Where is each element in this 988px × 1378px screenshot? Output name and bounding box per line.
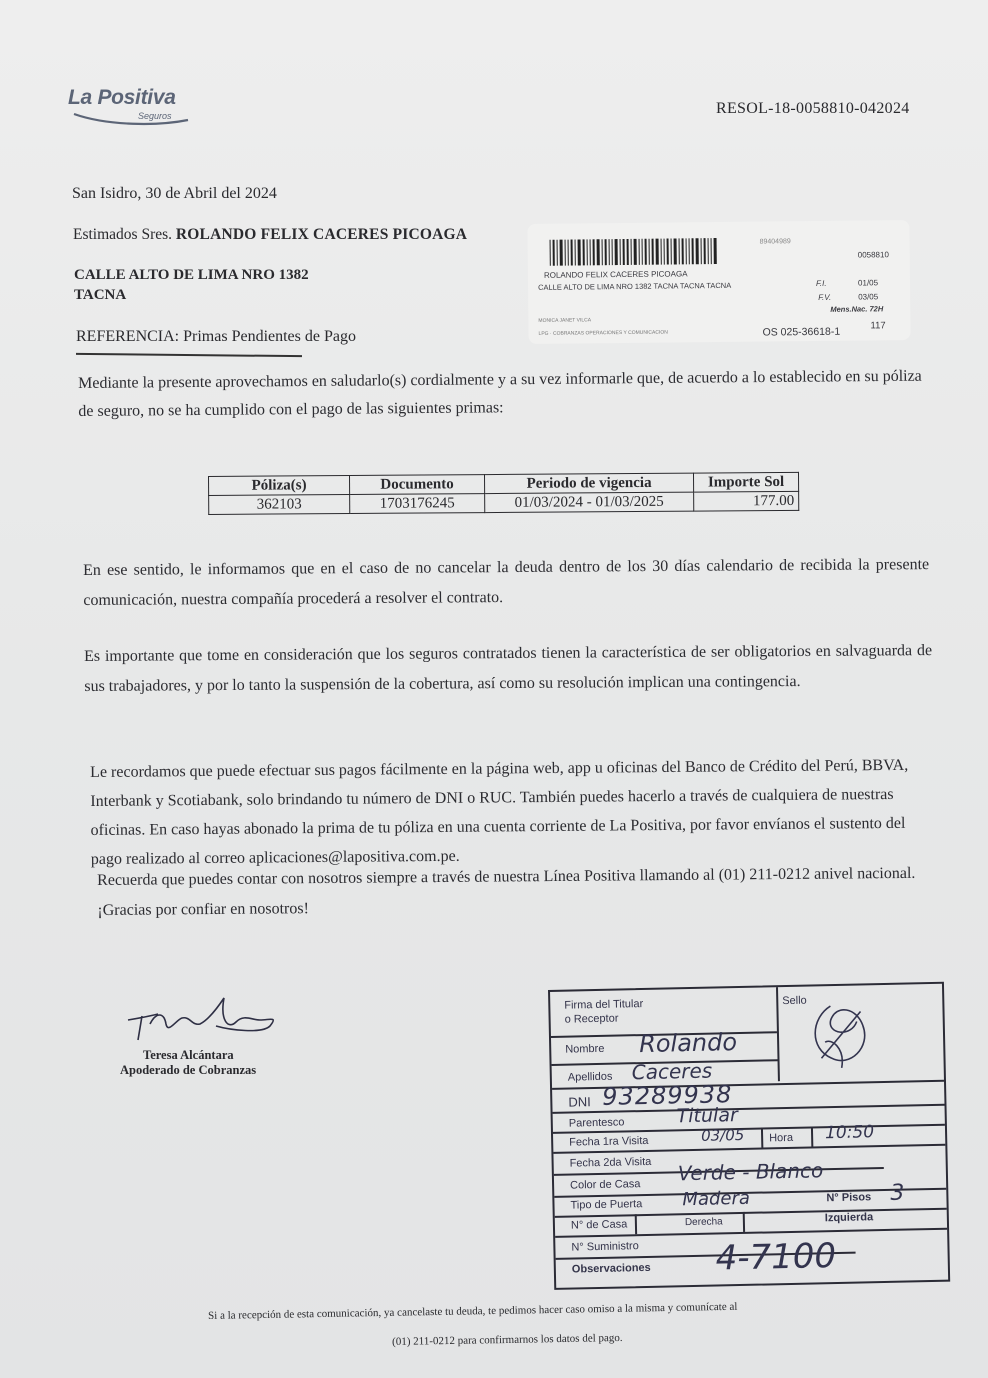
greeting-prefix: Estimados Sres. (73, 226, 173, 243)
label-mens: Mens.Nac. 72H (830, 304, 884, 314)
barcode-bar (578, 239, 581, 265)
barcode-bar (642, 239, 643, 265)
greeting (73, 226, 467, 244)
label-fv-value: 03/05 (858, 292, 879, 302)
barcode-bar (612, 239, 613, 265)
barcode-icon (550, 238, 719, 266)
barcode-bar (634, 239, 637, 265)
barcode-bar (597, 239, 600, 265)
barcode-bar (645, 239, 647, 265)
form-derecha-label: Derecha (684, 1216, 723, 1229)
table-row (209, 491, 799, 514)
form-suministro-label: N° Suministro (571, 1240, 639, 1254)
barcode-bar (620, 239, 621, 265)
form-color-value: Verde - Blanco (677, 1158, 824, 1186)
form-apellidos-label: Apellidos (567, 1070, 613, 1084)
label-small-1: MONICA JANET VILCA (538, 317, 592, 324)
header-importe: Importe Sol (693, 472, 798, 492)
header-periodo: Periodo de vigencia (484, 473, 693, 493)
cell-poliza: 362103 (209, 495, 350, 515)
form-divider (635, 1214, 637, 1234)
form-puerta-label: Tipo de Puerta (570, 1198, 643, 1212)
label-address: CALLE ALTO DE LIMA NRO 1382 TACNA TACNA TACNA (537, 280, 732, 292)
barcode-bar (593, 239, 595, 265)
form-divider (743, 1212, 745, 1232)
barcode-bar (565, 240, 566, 266)
cell-importe: 177.00 (694, 491, 799, 511)
label-fv: F.V. (818, 292, 832, 302)
footer-line-2: (01) 211-0212 para confirmarnos los datos del pago. (392, 1331, 623, 1348)
barcode-bar (605, 239, 607, 265)
form-nombre-label: Nombre (565, 1042, 605, 1056)
barcode-bar (704, 238, 706, 264)
form-hora-label: Hora (769, 1131, 794, 1145)
barcode-bar (701, 238, 702, 264)
form-obs-value: 4-7100 (715, 1236, 837, 1279)
address-line-2: TACNA (74, 287, 127, 303)
barcode-bar (553, 240, 555, 266)
paragraph-importance: Es importante que tome en consideración que los seguros contratados tienen la característica de ser obligatorios en salvaguarda de sus trabajadores, y por lo tanto la suspensión de la cobertura, así como su resolución implican una contingencia. (84, 642, 933, 695)
footer-line-1: Si a la recepción de esta comunicación, ya cancelaste tu deuda, te pedimos hacer caso omiso a la misma y comunícate al (208, 1300, 738, 1322)
label-num: 117 (870, 320, 886, 332)
label-os: OS 025-36618-1 (762, 325, 841, 339)
barcode-bar (615, 239, 618, 265)
form-apellidos-value: Caceres (631, 1058, 713, 1085)
barcode-bar (679, 238, 680, 264)
barcode-bar (602, 239, 603, 265)
form-obs-label: Observaciones (571, 1261, 651, 1276)
signature-icon (120, 990, 290, 1048)
label-fi: F.I. (815, 278, 827, 288)
barcode-bar (686, 238, 687, 264)
barcode-bar (568, 240, 569, 266)
reference-line: REFERENCIA: Primas Pendientes de Pago (76, 328, 356, 345)
barcode-bar (667, 239, 669, 265)
barcode-bar (664, 239, 665, 265)
barcode-bar (575, 239, 576, 265)
barcode-bar (550, 240, 551, 266)
header-documento: Documento (350, 475, 485, 495)
form-divider (776, 987, 780, 1081)
barcode-number: 89404989 (759, 238, 791, 246)
barcode-bar (571, 240, 573, 266)
form-visita2-label: Fecha 2da Visita (569, 1155, 652, 1170)
label-id: 0058810 (857, 250, 889, 260)
form-pisos-label: N° Pisos (826, 1191, 872, 1205)
barcode-bar (652, 239, 654, 265)
paragraph-contact: Recuerda que puedes contar con nosotros siempre a través de nuestra Línea Positiva llamando al (01) 211-0212 anivel nacional. ¡Gracias por confiar en nosotros! (97, 864, 916, 919)
barcode-bar (682, 238, 684, 264)
form-casa-label: N° de Casa (570, 1218, 628, 1232)
barcode-bar (696, 238, 699, 264)
form-divider (761, 1128, 763, 1148)
barcode-bar (671, 238, 672, 264)
logo-sub: Seguros (138, 111, 172, 121)
form-puerta-value: Madera (682, 1187, 751, 1211)
form-receptor-label: o Receptor (564, 1012, 619, 1026)
barcode-bar (560, 240, 563, 266)
signer-role: Apoderado de Cobranzas (120, 1063, 257, 1077)
barcode-bar (623, 239, 625, 265)
form-divider (811, 1126, 813, 1146)
label-name: ROLANDO FELIX CACERES PICOAGA (543, 269, 688, 280)
form-parentesco-label: Parentesco (568, 1116, 625, 1130)
barcode-bar (587, 239, 588, 265)
form-visita1-label: Fecha 1ra Visita (569, 1134, 649, 1149)
barcode-bar (639, 239, 640, 265)
barcode-bar (714, 238, 717, 264)
cell-periodo: 01/03/2024 - 01/03/2025 (485, 492, 694, 512)
form-hora-value: 10:50 (824, 1122, 875, 1144)
barcode-bar (649, 239, 650, 265)
premiums-table (208, 472, 799, 515)
address-line-1: CALLE ALTO DE LIMA NRO 1382 (74, 267, 309, 283)
form-dni-value: 93289938 (601, 1080, 733, 1111)
form-color-label: Color de Casa (569, 1178, 641, 1192)
form-sello-label: Sello (782, 994, 807, 1008)
letter-date: San Isidro, 30 de Abril del 2024 (72, 185, 277, 202)
barcode-bar (557, 240, 558, 266)
form-nombre-value: Rolando (638, 1028, 738, 1059)
header-poliza: Póliza(s) (209, 476, 350, 496)
reference-underline (76, 353, 302, 357)
la-positiva-logo (68, 86, 218, 146)
recipient-name: ROLANDO FELIX CACERES PICOAGA (175, 226, 468, 243)
barcode-bar (627, 239, 629, 265)
barcode-bar (711, 238, 712, 264)
barcode-bar (674, 238, 677, 264)
barcode-bar (656, 239, 659, 265)
barcode-bar (689, 238, 690, 264)
resolution-number: RESOL-18-0058810-042024 (716, 100, 910, 117)
cell-documento: 1703176245 (350, 494, 485, 514)
barcode-bar (692, 238, 694, 264)
paragraph-intro: Mediante la presente aprovechamos en saludarlo(s) cordialmente y a su vez informarle que, de acuerdo a lo establecido en su póliza de seguro, no se ha cumplido con el pago de las siguientes primas: (78, 367, 922, 420)
barcode-bar (708, 238, 709, 264)
delivery-stamp-form (548, 982, 950, 1290)
paragraph-payment: Le recordamos que puede efectuar sus pagos fácilmente en la página web, app u oficinas del Banco de Crédito del Perú, BBVA, Interbank y Scotiabank, solo brindando tu número de DNI o RUC. También puedes hacerlo a través de cualquiera de nuestras oficinas. En caso hayas abonado la prima de tu póliza en una cuenta corriente de La Positiva, por favor envíanos el sustento del pago realizado al correo aplicaciones@lapositiva.com.pe. (90, 756, 909, 868)
barcode-bar (583, 239, 585, 265)
barcode-bar (661, 239, 662, 265)
form-pisos-value: 3 (890, 1180, 905, 1206)
form-parentesco-value: Titular (676, 1104, 739, 1128)
logo-swoosh-icon (68, 110, 198, 130)
barcode-bar (590, 239, 591, 265)
paragraph-deadline: En ese sentido, le informamos que en el caso de no cancelar la deuda dentro de los 30 días calendario de recibida la presente comunicación, nuestra compañía procederá a resolver el contrato. (83, 556, 930, 609)
form-izquierda-label: Izquierda (824, 1211, 874, 1225)
label-fi-value: 01/05 (857, 278, 879, 288)
barcode-bar (631, 239, 632, 265)
barcode-bar (609, 239, 610, 265)
form-firma-label: Firma del Titular (564, 998, 644, 1012)
form-dni-label: DNI (568, 1094, 591, 1110)
form-visita1-value: 03/05 (700, 1125, 745, 1145)
mailing-label (527, 220, 910, 344)
label-small-2: LPG · COBRANZAS OPERACIONES Y COMUNICACION (538, 329, 668, 337)
logo-name: La Positiva (68, 86, 176, 109)
stamp-scribble-icon (800, 997, 882, 1075)
signer-name: Teresa Alcántara (143, 1048, 234, 1062)
